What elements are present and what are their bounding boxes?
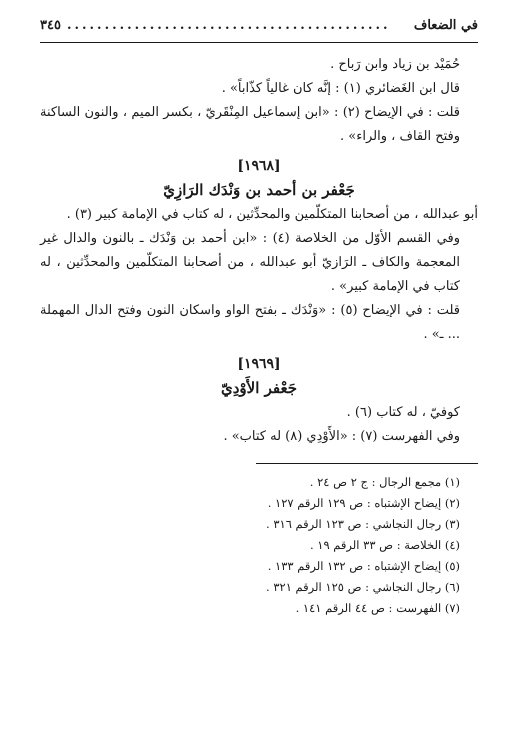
- footnotes: [40, 472, 478, 619]
- paragraph: وفي القسم الأوّل من الخلاصة (٤) : «ابن أحمد بن وَنْدَك ـ بالنون والدال غير المعجمة والكاف ـ الرَازيّ أبو عبدالله ، من أصحابنا المتكلّمين والمحدِّثين ، له كتاب في الإمامة كبير» .: [40, 231, 460, 294]
- footnote-separator: [256, 463, 478, 464]
- entry-number: [١٩٦٩]: [237, 356, 281, 372]
- paragraph: قلت : في الإيضاح (٢) : «ابن إسماعيل المِنْقَريّ ، بكسر الميم ، والنون الساكنة وفتح القاف ، والراء» .: [40, 105, 460, 144]
- entry-heading: جَعْفر بن أحمد بن وَنْدَك الرَازِيّ: [163, 181, 355, 199]
- main-text: [40, 53, 478, 449]
- footnote: (٥) إيضاح الإشتباه : ص ١٣٢ الرقم ١٣٣ .: [267, 559, 460, 573]
- paragraph: وفي الفهرست (٧) : «الأَوْدِي (٨) له كتاب» .: [223, 429, 460, 444]
- footnote: (٧) الفهرست : ص ٤٤ الرقم ١٤١ .: [295, 601, 460, 615]
- footnote: (٢) إيضاح الإشتباه : ص ١٢٩ الرقم ١٢٧ .: [267, 496, 460, 510]
- entry-number: [١٩٦٨]: [237, 158, 281, 174]
- footnote: (١) مجمع الرجال : ج ٢ ص ٢٤ .: [309, 475, 460, 489]
- footnote: (٣) رجال النجاشي : ص ١٢٣ الرقم ٣١٦ .: [266, 517, 460, 531]
- paragraph: قال ابن الغَضائري (١) : إنَّه كان غالياً كذّاباً» .: [221, 81, 460, 96]
- entry-heading: جَعْفر الأَوْدِيّ: [221, 379, 297, 397]
- footnote: (٤) الخلاصة : ص ٣٣ الرقم ١٩ .: [309, 538, 460, 552]
- paragraph: حُمَيْد بن زياد وابن رَباح .: [330, 57, 460, 72]
- leader-dots: ...........................................: [66, 18, 391, 33]
- running-title: في الضعاف: [413, 18, 478, 33]
- paragraph: قلت : في الإيضاح (٥) : «وَنْدَك ـ بفتح الواو واسكان النون وفتح الدال المهملة ... ـ» .: [40, 303, 460, 342]
- page-number: ٣٤٥: [40, 18, 61, 33]
- running-header: [40, 18, 478, 43]
- paragraph: أبو عبدالله ، من أصحابنا المتكلّمين والمحدِّثين ، له كتاب في الإمامة كبير (٣) .: [66, 207, 478, 222]
- footnote: (٦) رجال النجاشي : ص ١٢٥ الرقم ٣٢١ .: [266, 580, 460, 594]
- paragraph: كوفيّ ، له كتاب (٦) .: [346, 405, 460, 420]
